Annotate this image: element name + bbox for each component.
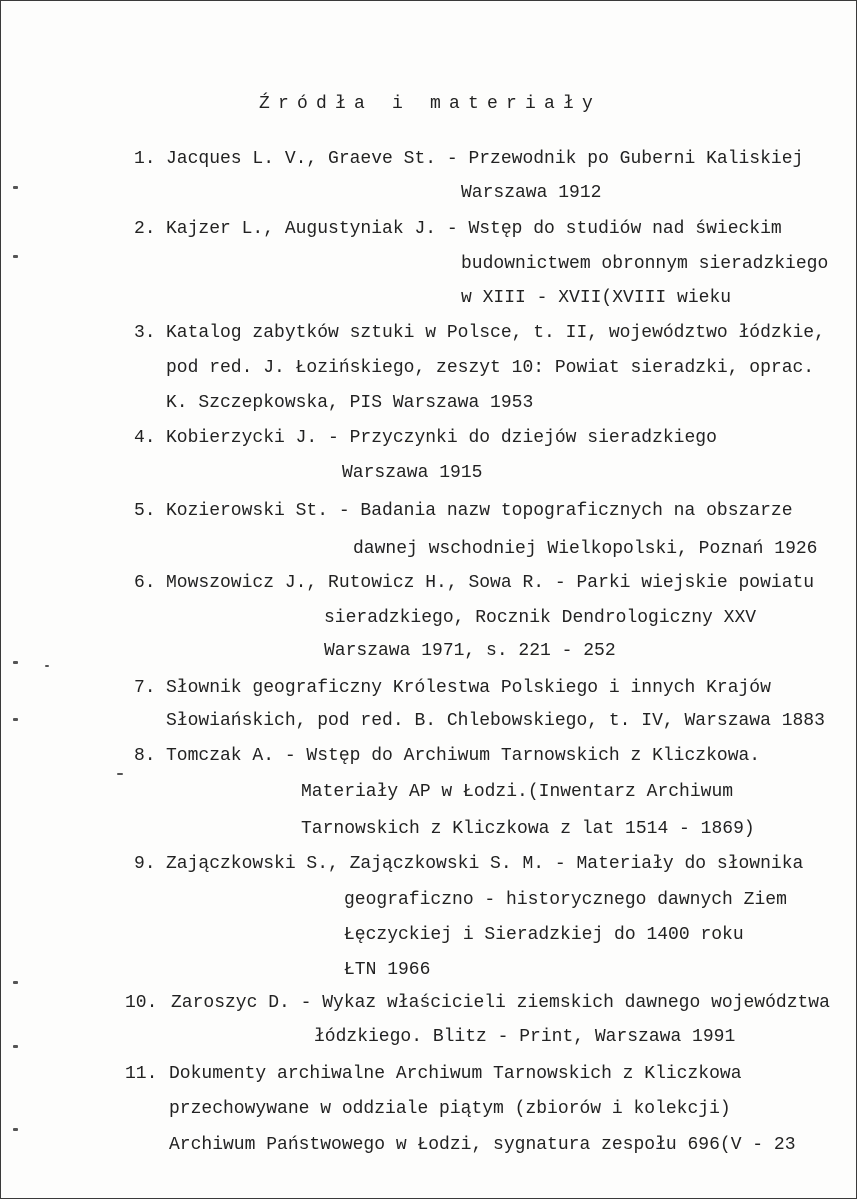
entry-5-line-2: dawnej wschodniej Wielkopolski, Poznań 1926 bbox=[353, 539, 818, 559]
entry-9-number: 9. bbox=[134, 854, 156, 874]
entry-9-line-4: ŁTN 1966 bbox=[344, 960, 431, 980]
entry-6-number: 6. bbox=[134, 573, 156, 593]
entry-8-line-1: Tomczak A. - Wstęp do Archiwum Tarnowskich z Kliczkowa. bbox=[166, 746, 761, 766]
entry-11-line-1: Dokumenty archiwalne Archiwum Tarnowskich z Kliczkowa bbox=[169, 1064, 742, 1084]
entry-2-number: 2. bbox=[134, 219, 156, 239]
entry-11-line-3: Archiwum Państwowego w Łodzi, sygnatura zespołu 696(V - 23 bbox=[169, 1135, 796, 1155]
entry-1-line-1: Jacques L. V., Graeve St. - Przewodnik po Guberni Kaliskiej bbox=[166, 149, 804, 169]
entry-7-number: 7. bbox=[134, 678, 156, 698]
entry-11-line-2: przechowywane w oddziale piątym (zbiorów i kolekcji) bbox=[169, 1099, 731, 1119]
entry-9-line-2: geograficzno - historycznego dawnych Ziem bbox=[344, 890, 787, 910]
entry-3-number: 3. bbox=[134, 323, 156, 343]
margin-mark bbox=[13, 718, 18, 721]
entry-4-line-1: Kobierzycki J. - Przyczynki do dziejów sieradzkiego bbox=[166, 428, 717, 448]
entry-11-number: 11. bbox=[125, 1064, 158, 1084]
entry-6-line-1: Mowszowicz J., Rutowicz H., Sowa R. - Parki wiejskie powiatu bbox=[166, 573, 815, 593]
page-title: Źródła i materiały bbox=[259, 94, 602, 114]
entry-1-line-2: Warszawa 1912 bbox=[461, 183, 602, 203]
entry-3-line-2: pod red. J. Łozińskiego, zeszyt 10: Powiat sieradzki, oprac. bbox=[166, 358, 815, 378]
entry-8-line-3: Tarnowskich z Kliczkowa z lat 1514 - 1869) bbox=[301, 819, 755, 839]
entry-3-line-1: Katalog zabytków sztuki w Polsce, t. II, województwo łódzkie, bbox=[166, 323, 825, 343]
entry-8-number: 8. bbox=[134, 746, 156, 766]
entry-7-line-1: Słownik geograficzny Królestwa Polskiego i innych Krajów bbox=[166, 678, 771, 698]
entry-3-line-3: K. Szczepkowska, PIS Warszawa 1953 bbox=[166, 393, 534, 413]
entry-2-line-3: w XIII - XVII(XVIII wieku bbox=[461, 288, 732, 308]
entry-8-line-2: Materiały AP w Łodzi.(Inwentarz Archiwum bbox=[301, 782, 734, 802]
margin-mark bbox=[13, 1128, 18, 1131]
entry-6-line-2: sieradzkiego, Rocznik Dendrologiczny XXV bbox=[324, 608, 757, 628]
entry-10-line-1: Zaroszyc D. - Wykaz właścicieli ziemskich dawnego województwa bbox=[171, 993, 830, 1013]
margin-mark bbox=[13, 981, 18, 984]
margin-mark bbox=[13, 661, 18, 664]
entry-5-line-1: Kozierowski St. - Badania nazw topograficznych na obszarze bbox=[166, 501, 793, 521]
margin-mark bbox=[13, 1045, 18, 1048]
entry-10-number: 10. bbox=[125, 993, 158, 1013]
margin-mark bbox=[117, 773, 123, 775]
entry-9-line-3: Łęczyckiej i Sieradzkiej do 1400 roku bbox=[344, 925, 744, 945]
entry-6-line-3: Warszawa 1971, s. 221 - 252 bbox=[324, 641, 616, 661]
margin-mark bbox=[45, 665, 49, 667]
margin-mark bbox=[13, 186, 18, 189]
entry-10-line-2: łódzkiego. Blitz - Print, Warszawa 1991 bbox=[314, 1027, 736, 1047]
margin-mark bbox=[13, 255, 18, 258]
entry-7-line-2: Słowiańskich, pod red. B. Chlebowskiego, t. IV, Warszawa 1883 bbox=[166, 711, 825, 731]
entry-9-line-1: Zajączkowski S., Zajączkowski S. M. - Materiały do słownika bbox=[166, 854, 804, 874]
entry-1-number: 1. bbox=[134, 149, 156, 169]
entry-2-line-1: Kajzer L., Augustyniak J. - Wstęp do studiów nad świeckim bbox=[166, 219, 782, 239]
entry-4-number: 4. bbox=[134, 428, 156, 448]
entry-5-number: 5. bbox=[134, 501, 156, 521]
entry-2-line-2: budownictwem obronnym sieradzkiego bbox=[461, 254, 829, 274]
entry-4-line-2: Warszawa 1915 bbox=[342, 463, 483, 483]
